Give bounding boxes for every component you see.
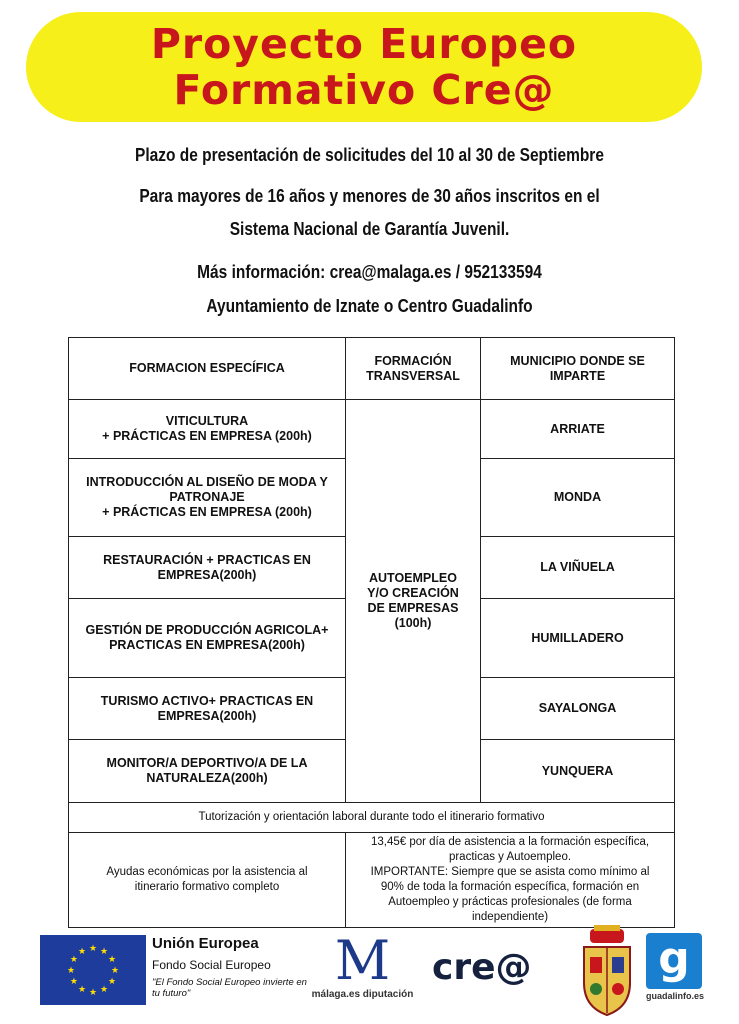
eu-flag-icon [40, 935, 146, 1005]
tutoring-cell: Tutorización y orientación laboral durante todo el itinerario formativo [69, 803, 675, 833]
header-transversal: FORMACIÓN TRANSVERSAL [346, 338, 481, 400]
eu-stars-icon [40, 935, 146, 1005]
table-row [69, 400, 675, 459]
course-cell: VITICULTURA + PRÁCTICAS EN EMPRESA (200h) [69, 400, 346, 459]
transversal-cell: AUTOEMPLEO Y/O CREACIÓN DE EMPRESAS (100h) [346, 400, 481, 803]
guadalinfo-g-icon: g [646, 933, 702, 989]
deadline-text: Plazo de presentación de solicitudes del 10 al 30 de Septiembre [135, 145, 604, 165]
coat-of-arms-icon [578, 925, 636, 1017]
title-line-2: Formativo Cre@ [173, 66, 555, 114]
municipality-cell: ARRIATE [481, 400, 675, 459]
eu-star-icon: ★ [108, 954, 117, 964]
eu-star-icon: ★ [69, 954, 78, 964]
aid-label-cell: Ayudas económicas por la asistencia al itinerario formativo completo [69, 833, 346, 928]
eu-logo-text [152, 935, 312, 999]
course-cell: INTRODUCCIÓN AL DISEÑO DE MODA Y PATRONAJE + PRÁCTICAS EN EMPRESA (200h) [69, 459, 346, 537]
eu-star-icon: ★ [99, 945, 109, 956]
title-banner [26, 12, 702, 122]
training-table [68, 337, 675, 928]
malaga-logo [305, 929, 420, 1013]
eu-motto: "El Fondo Social Europeo invierte en tu futuro" [152, 977, 307, 999]
aid-detail-cell [346, 833, 675, 928]
aid-row [69, 833, 675, 928]
guadalinfo-logo [646, 933, 706, 1009]
eu-star-icon: ★ [88, 987, 98, 997]
table-header-row [69, 338, 675, 400]
header-municipio: MUNICIPIO DONDE SE IMPARTE [481, 338, 675, 400]
course-cell: MONITOR/A DEPORTIVO/A DE LA NATURALEZA(200h) [69, 740, 346, 803]
tutoring-row [69, 803, 675, 833]
eligibility-text-1: Para mayores de 16 años y menores de 30 años inscritos en el [139, 186, 600, 206]
municipality-cell: HUMILLADERO [481, 599, 675, 678]
eu-star-icon: ★ [99, 984, 109, 995]
eu-star-icon: ★ [108, 976, 117, 986]
location-text: Ayuntamiento de Iznate o Centro Guadalinfo [206, 296, 533, 316]
eu-star-icon: ★ [110, 965, 120, 975]
contact-text: Más información: crea@malaga.es / 952133594 [197, 262, 542, 282]
eu-star-icon: ★ [77, 945, 87, 956]
eu-title: Unión Europea [152, 935, 259, 952]
municipality-cell: MONDA [481, 459, 675, 537]
municipality-cell: LA VIÑUELA [481, 537, 675, 599]
header-formacion: FORMACION ESPECÍFICA [69, 338, 346, 400]
eu-star-icon: ★ [88, 943, 98, 953]
municipality-cell: SAYALONGA [481, 678, 675, 740]
logo-strip [0, 925, 739, 1020]
course-cell: RESTAURACIÓN + PRACTICAS EN EMPRESA(200h) [69, 537, 346, 599]
malaga-label: málaga.es diputación [311, 989, 414, 1000]
title-line-1: Proyecto Europeo [150, 20, 578, 68]
eu-star-icon: ★ [77, 984, 87, 995]
eu-star-icon: ★ [66, 965, 76, 975]
municipality-cell: YUNQUERA [481, 740, 675, 803]
course-cell: GESTIÓN DE PRODUCCIÓN AGRICOLA+ PRACTICAS EN EMPRESA(200h) [69, 599, 346, 678]
eu-star-icon: ★ [69, 976, 78, 986]
aid-amount-text: 13,45€ por día de asistencia a la formación específica, practicas y Autoempleo. [370, 836, 650, 863]
eligibility-text-2: Sistema Nacional de Garantía Juvenil. [229, 219, 510, 239]
malaga-m-icon: M [334, 929, 391, 992]
guadalinfo-label: guadalinfo.es [646, 991, 705, 1001]
crea-logo: cre@ [432, 947, 532, 988]
course-cell: TURISMO ACTIVO+ PRACTICAS EN EMPRESA(200h) [69, 678, 346, 740]
eu-fund: Fondo Social Europeo [152, 958, 271, 972]
aid-important-text: IMPORTANTE: Siempre que se asista como mínimo al 90% de toda la formación específica, formación en Autoempleo y prácticas profesionales (de forma independiente) [370, 866, 650, 923]
